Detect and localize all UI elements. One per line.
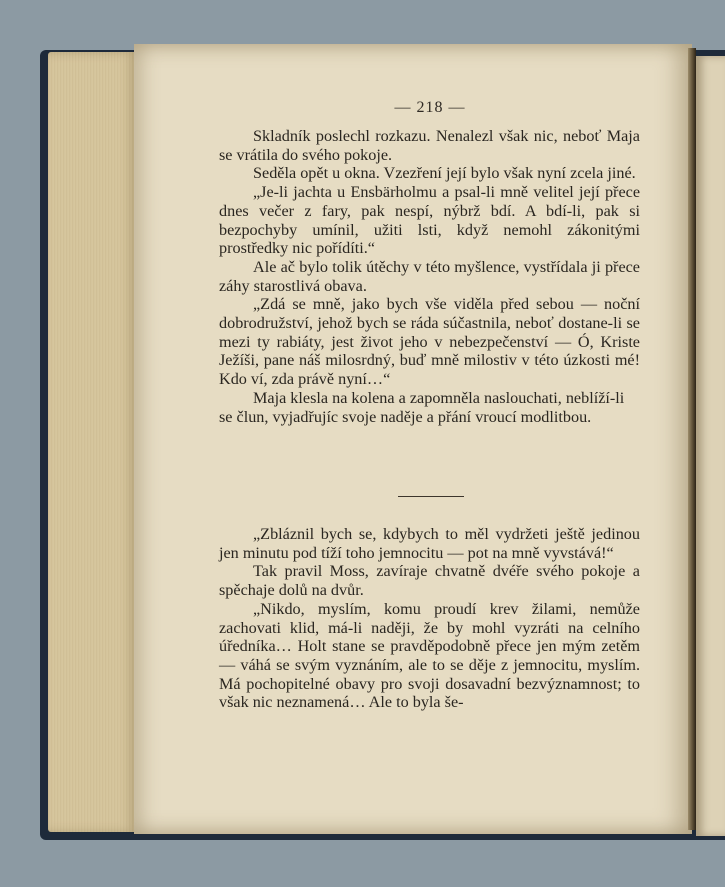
section-divider [398,496,464,497]
next-page-edge [696,56,725,836]
page-edges [48,52,136,832]
paragraph: Seděla opět u okna. Vzezření její bylo však nyní zcela jiné. [253,164,636,183]
paragraph: Tak pravil Moss, zavíraje chvatně dvéře svého pokoje a spěchaje dolů na dvůr. [219,562,640,600]
paragraph: „Nikdo, myslím, komu proudí krev žilami, nemůže zachovati klid, má-li naději, že by mohl vyzráti na celního úředníka… Holt stane se pravděpodobně přece jen mým zetěm — váhá se svým vyznáním, ale to se děje z jemnocitu, myslím. Má pochopitelné obavy pro svoji dosavadní bezvýznamnost; to však nic neznamená… Ale to byla še- [219,599,640,712]
paragraph: „Je-li jachta u Ensbärholmu a psal-li mně velitel její přece dnes večer z fary, pak nespí, nýbrž bdí. A bdí-li, pak si bezpochyby umínil, užiti lsti, když nemohl zákonitými prostředky nic pořídíti.“ [219,183,640,258]
page-number: — 218 — [394,99,466,116]
paragraph: „Zdá se mně, jako bych vše viděla před sebou — noční dobrodružství, jehož bych se ráda súčastnila, neboť dostane-li se mezi ty rabiáty, jest život jeho v nebezpečenství — Ó, Kriste Ježíši, pane náš milosrdný, buď mně milostiv v této úzkosti mé! Kdo ví, zda právě nyní…“ [219,295,640,389]
paragraph: „Zbláznil bych se, kdybych to měl vydržeti ještě jedinou jen minutu pod tíží toho jemnocitu — pot na mně vyvstává!“ [219,525,640,562]
paragraph: Skladník poslechl rozkazu. Nenalezl však nic, neboť Maja se vrátila do svého pokoje. [219,127,640,164]
paragraph: Maja klesla na kolena a zapomněla naslouchati, neblíží-li se člun, vyjadřujíc svoje naděje a přání vroucí modlitbou. [219,388,625,426]
text-section-1 [219,127,640,426]
text-section-2 [219,525,640,712]
paragraph: Ale ač bylo tolik útěchy v této myšlence, vystřídala ji přece záhy starostlivá obava. [219,257,640,295]
book-gutter [688,48,696,830]
